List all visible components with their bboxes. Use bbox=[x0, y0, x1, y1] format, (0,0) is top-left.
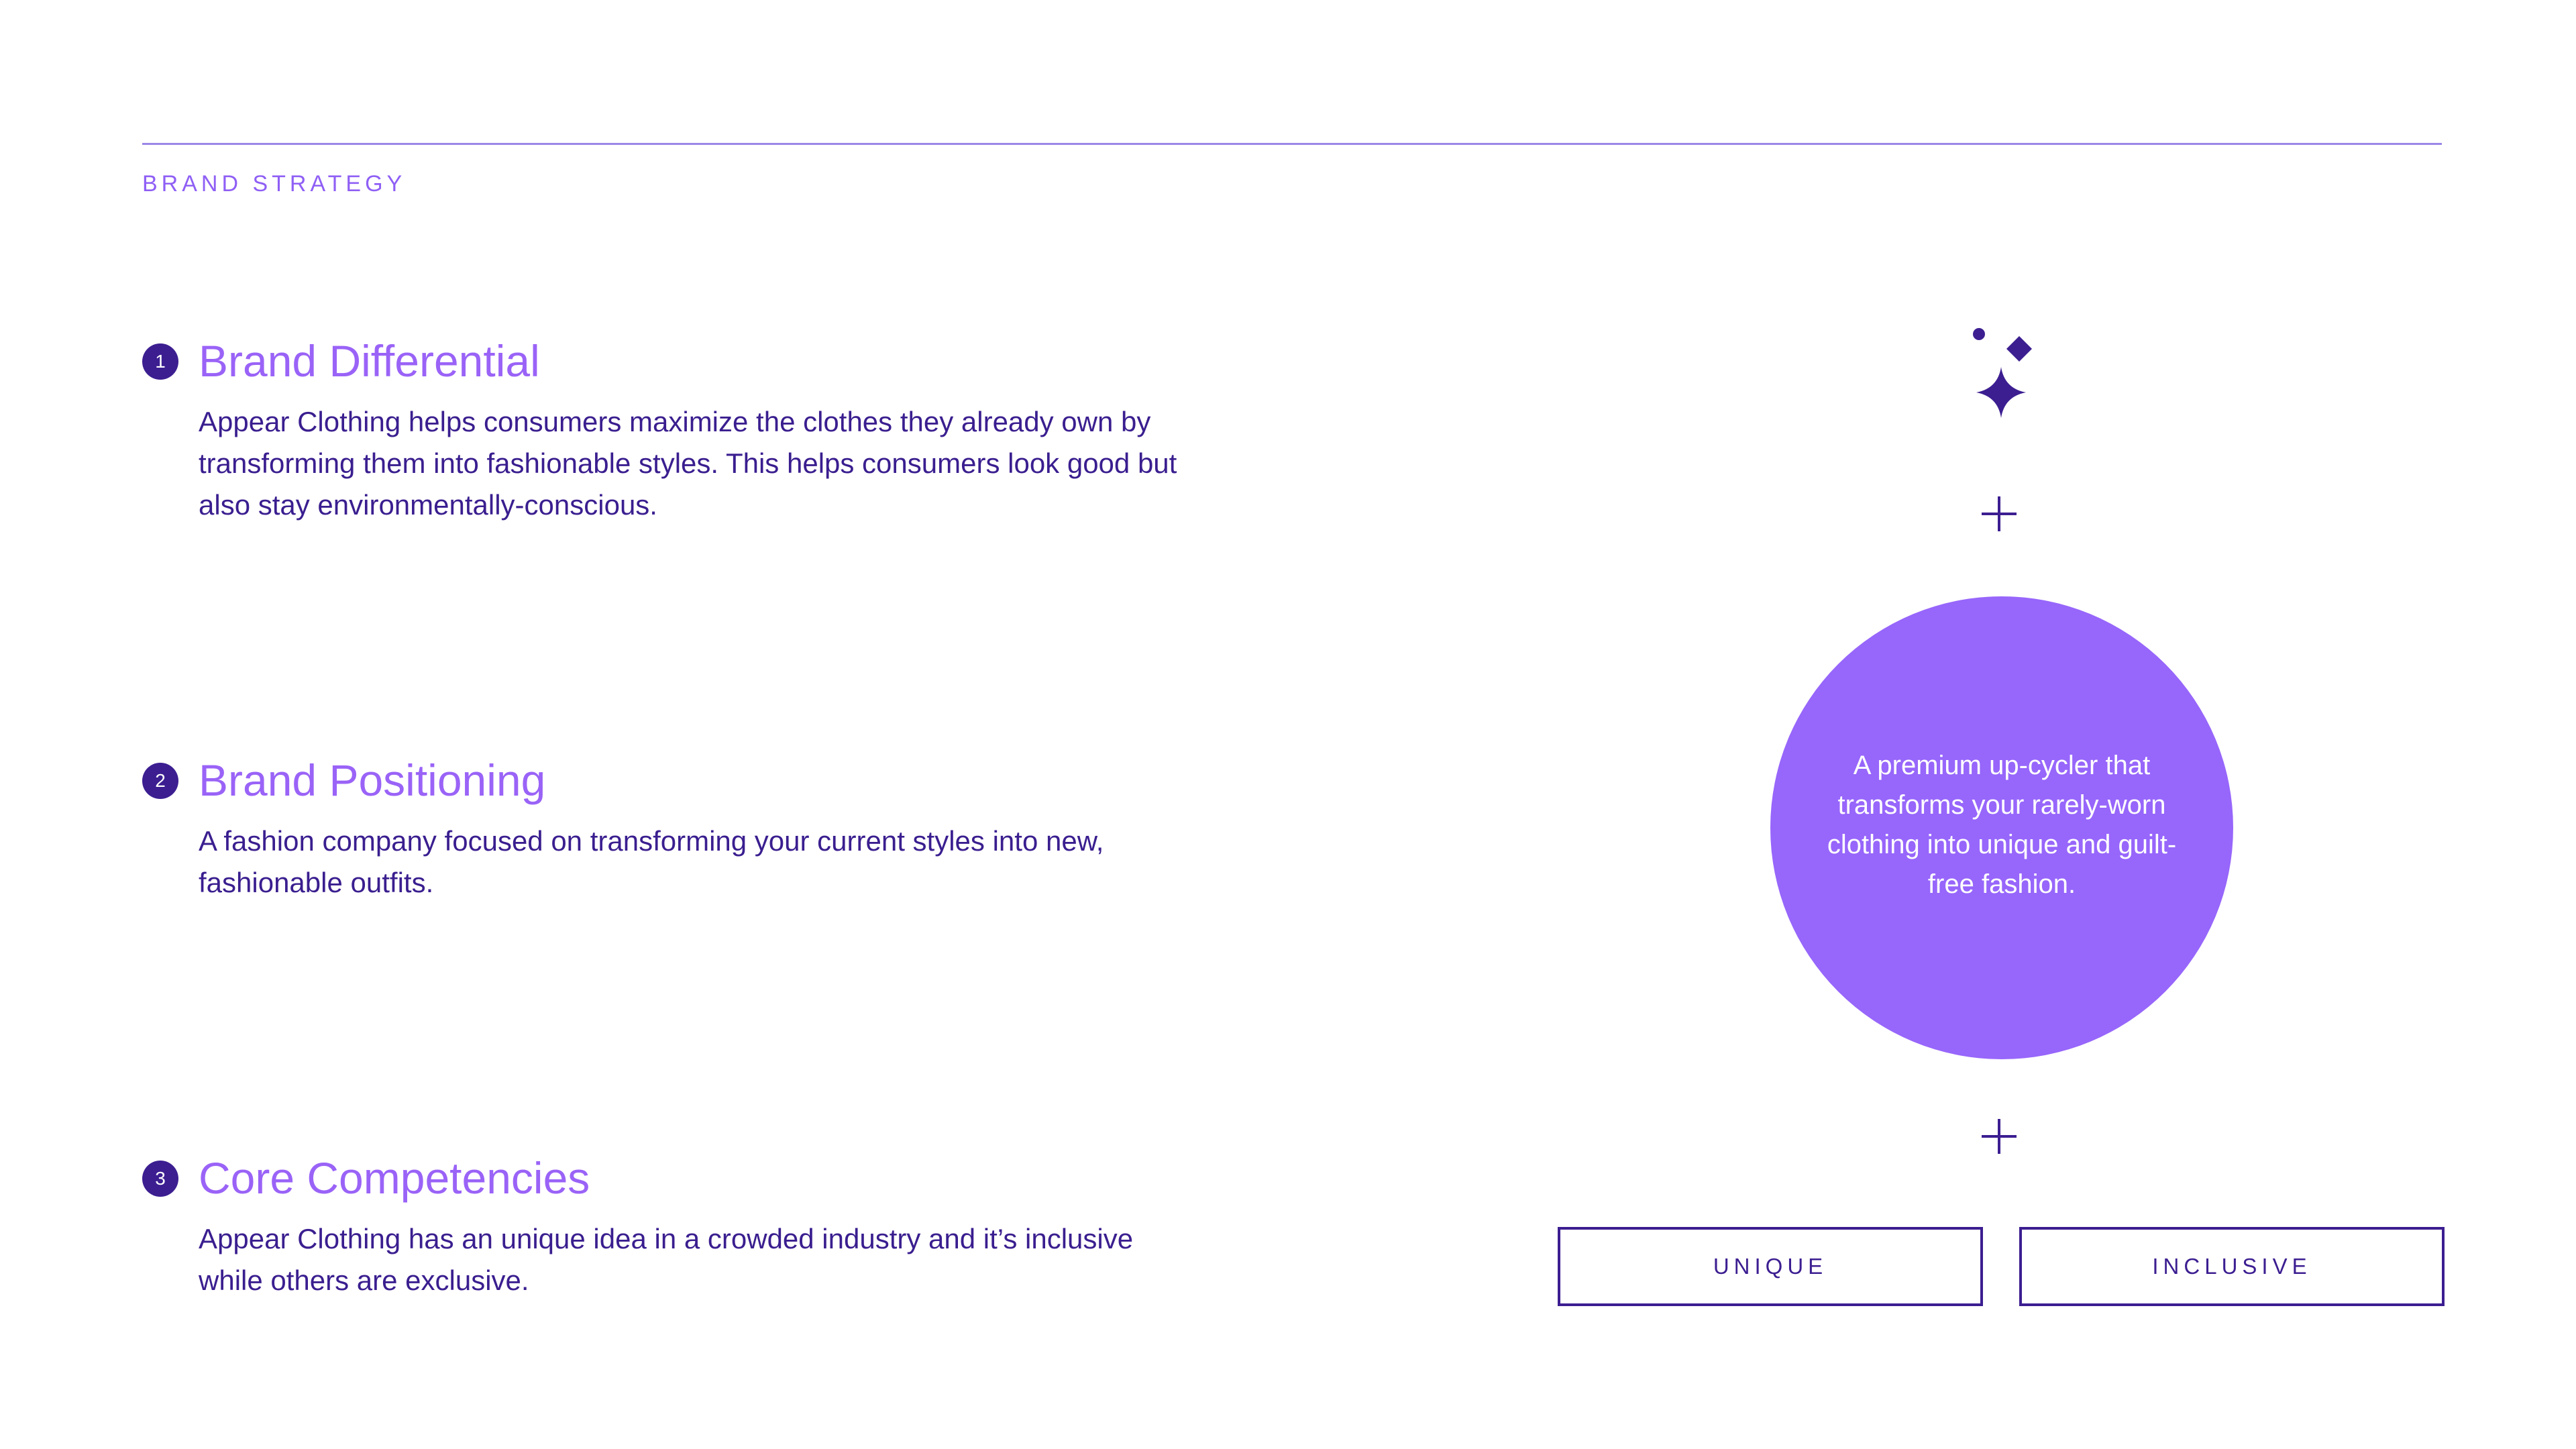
item-number-badge: 3 bbox=[142, 1161, 178, 1197]
item-description: A fashion company focused on transforming your current styles into new, fashionable outfits. bbox=[199, 825, 1104, 898]
item-title: Brand Differential bbox=[199, 336, 540, 386]
item-description: Appear Clothing helps consumers maximize the clothes they already own by transforming them into fashionable styles. This helps consumers look good but also stay environmentally-conscious. bbox=[199, 406, 1177, 521]
item-number-badge: 1 bbox=[142, 343, 178, 380]
item-description: Appear Clothing has an unique idea in a crowded industry and it’s inclusive while others are exclusive. bbox=[199, 1223, 1134, 1296]
plus-icon bbox=[1980, 1118, 2018, 1155]
competency-tag-unique: UNIQUE bbox=[1558, 1227, 1983, 1306]
plus-icon bbox=[1980, 495, 2018, 533]
positioning-circle bbox=[1770, 596, 2233, 1059]
sparkle-icon bbox=[1966, 319, 2046, 426]
item-title: Brand Positioning bbox=[199, 755, 546, 805]
item-number-badge: 2 bbox=[142, 763, 178, 799]
section-label: BRAND STRATEGY bbox=[142, 171, 407, 197]
item-title: Core Competencies bbox=[199, 1153, 590, 1203]
top-divider bbox=[142, 143, 2442, 145]
positioning-statement: A premium up-cycler that transforms your rarely-worn clothing into unique and guilt-free fashion. bbox=[1827, 751, 2177, 899]
competency-tag-inclusive: INCLUSIVE bbox=[2019, 1227, 2445, 1306]
